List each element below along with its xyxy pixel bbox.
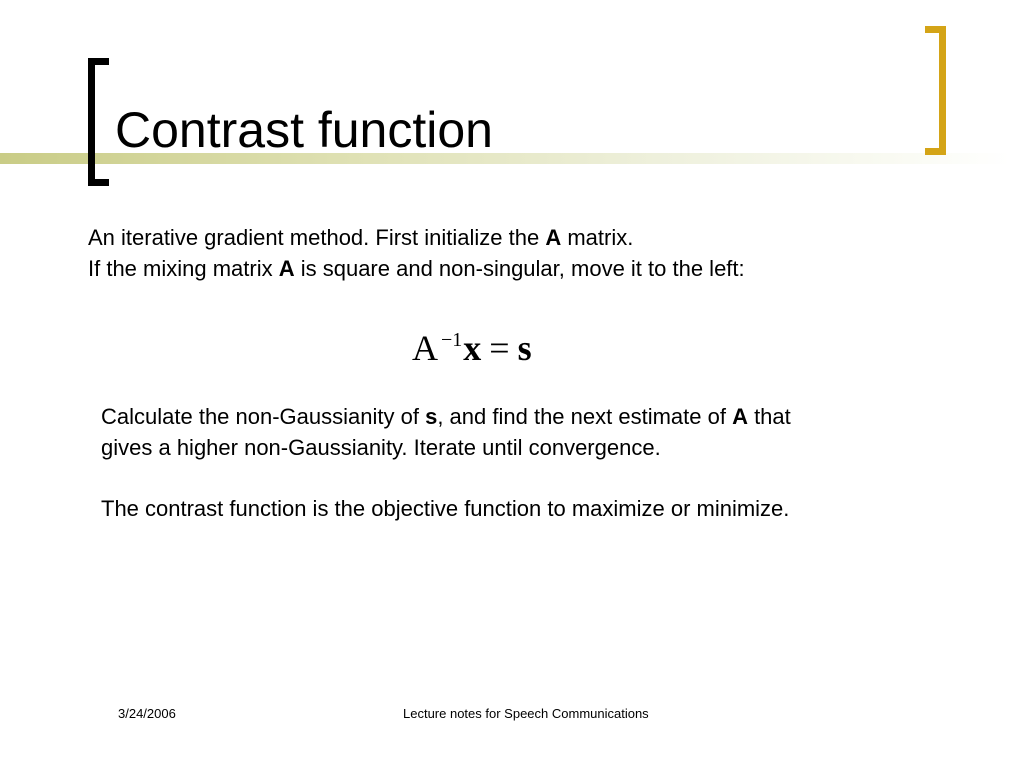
intro-line-1-bold: A [545, 225, 562, 250]
body-line-1-text-b: , and find the next estimate of [437, 404, 733, 429]
body-line-1-text-c: that [747, 404, 791, 429]
intro-line-2 [88, 253, 745, 284]
body-line-1-bold-a: A [732, 404, 748, 429]
body-line-2: gives a higher non-Gaussianity. Iterate until convergence. [101, 435, 661, 460]
left-bracket-decoration [88, 58, 109, 186]
body-line-1-text-a: Calculate the non-Gaussianity of [101, 404, 426, 429]
equation-matrix-a: A [412, 328, 438, 368]
body-line-1-bold-s: s [425, 404, 438, 429]
body-line-1 [101, 401, 791, 432]
footer-date: 3/24/2006 [118, 706, 176, 721]
equation [412, 314, 532, 374]
footer-text: Lecture notes for Speech Communications [403, 706, 649, 721]
intro-line-2-text-a: If the mixing matrix [88, 256, 279, 281]
intro-line-2-bold: A [278, 256, 295, 281]
intro-line-2-text-b: is square and non-singular, move it to the left: [294, 256, 745, 281]
equation-exponent: −1 [441, 329, 463, 351]
intro-paragraph [88, 222, 745, 284]
intro-line-1-text-b: matrix. [561, 225, 634, 250]
slide-title: Contrast function [115, 102, 493, 158]
equation-vector-x: x [463, 328, 482, 368]
right-bracket-decoration [925, 26, 946, 155]
intro-line-1-text-a: An iterative gradient method. First initialize the [88, 225, 546, 250]
equation-equals-sign: = [489, 328, 510, 368]
body-paragraph [101, 401, 791, 463]
equation-vector-s: s [517, 328, 532, 368]
intro-line-1 [88, 222, 745, 253]
contrast-function-definition: The contrast function is the objective function to maximize or minimize. [101, 496, 790, 521]
